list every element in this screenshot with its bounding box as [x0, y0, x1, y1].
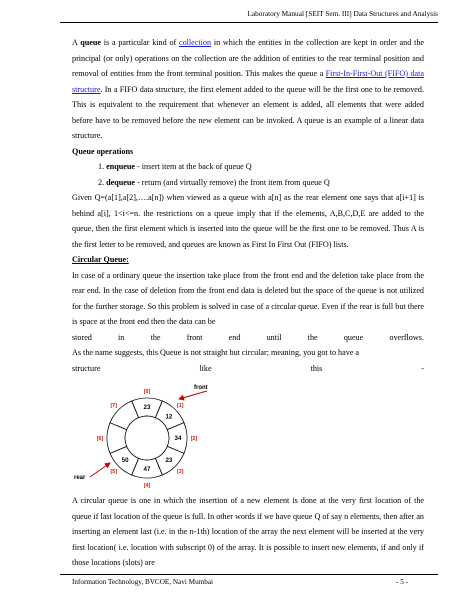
queue-cell-value: 23 [143, 404, 151, 412]
queue-cell-index: [0] [143, 389, 151, 395]
queue-cell-index: [4] [143, 483, 151, 489]
word: the [307, 332, 318, 342]
queue-term: queue [80, 38, 101, 47]
circular-queue-paragraph-last-line [72, 330, 424, 346]
circular-queue-heading [72, 252, 424, 268]
text-run: in which the entities in the collection are kept in order and the principal (or only) operations on the collection are the addition of entities to the rear terminal position and removal of entities from the front terminal position. This makes the queue a [72, 38, 424, 78]
queue-operations-heading [72, 144, 424, 160]
queue-cell-value: 50 [121, 457, 129, 465]
page-header: Laboratory Manual [SEIT Sem. III] Data Structures and Analysis [247, 9, 438, 18]
rear-label: rear [74, 475, 86, 481]
queue-cell-value: 23 [165, 457, 173, 465]
enqueue-term: enqueue [106, 162, 136, 171]
item-number: 2. [98, 177, 107, 187]
queue-definition-paragraph [72, 35, 424, 144]
queue-cell-index: [1] [176, 402, 184, 409]
word: in [118, 332, 125, 342]
queue-cell-index: [6] [96, 436, 104, 442]
item-text: - insert item at the back of queue Q [135, 162, 252, 171]
footer-rule [60, 574, 438, 575]
dequeue-item [72, 175, 424, 191]
front-arrow [179, 391, 207, 399]
circular-queue-svg [72, 378, 222, 491]
word: the [150, 332, 161, 342]
circular-shape-paragraph-last-line [72, 361, 424, 377]
circular-queue-definition-paragraph: A circular queue is one in which the insertion of a new element is done at the very first location of the queue if last location of the queue is full. In other words if we have queue Q of say n elements, then after an inserting an element last (i.e. in the n-1th) location of the array the next element will be inserted at the very first location( i.e. location with subscript 0) of the array. It is possible to insert new elements, if and only if those locations (slots) are [72, 496, 424, 567]
page-number: - 5 - [396, 578, 408, 586]
text-run: A [72, 38, 81, 47]
front-label: front [194, 385, 208, 391]
word: end [228, 332, 241, 342]
dequeue-term: dequeue [106, 177, 136, 187]
word: stored [72, 332, 92, 342]
word: this [310, 363, 323, 373]
word: - [421, 363, 424, 373]
word: like [199, 363, 212, 373]
word: overflows. [389, 332, 424, 342]
fifo-link[interactable]: First-In-First-Out (FIFO) data structure [72, 69, 424, 94]
rear-arrow [90, 463, 110, 477]
header-rule [60, 22, 438, 23]
word: until [266, 332, 282, 342]
enqueue-item [72, 159, 424, 175]
page-footer [72, 578, 408, 586]
page-body [72, 35, 424, 571]
queue-restriction-paragraph: Given Q=(a[1],a[2],….a[n]) when viewed as a queue with a[n] as the rear element one says that a[i+1] is behind a[i], 1<i<=n. the restrictions on a queue imply that if the elements, A,B,C,D,E are added to the queue, then the first element which is inserted into the queue will be the first one to be removed. Thus A is the first letter to be removed, and queues are known as First In First Out (FIFO) lists. [72, 193, 424, 249]
circular-queue-diagram [72, 378, 424, 491]
text-run: . In a FIFO data structure, the first element added to the queue will be the first one to be removed. This is equivalent to the requirement that whenever an element is added, all elements that were added before have to be removed before the new element can be invoked. A queue is an example of a linear data structure. [72, 84, 424, 140]
word: structure [72, 363, 101, 373]
queue-cell-index: [3] [176, 469, 184, 476]
queue-cell-value: 34 [174, 435, 182, 443]
item-number: 1. [98, 162, 107, 171]
text-run: is a particular kind of [100, 38, 179, 47]
queue-cell-index: [7] [110, 402, 118, 409]
queue-ring [97, 389, 198, 489]
circular-queue-paragraph: In case of a ordinary queue the insertion take place from the front end and the deletion take place from the rear end. In the case of deletion from the front end data is deleted but the space of the queue is not utilized for the further storage. So this problem is solved in case of a circular queue. Even if the rear is full but there is space at the front end then the data can be [72, 270, 424, 326]
queue-cell-index: [5] [110, 469, 118, 476]
footer-institution: Information Technology, BVCOE, Navi Mumbai [72, 578, 214, 586]
queue-cell-value: 47 [143, 466, 151, 474]
heading-text: Queue operations [72, 146, 134, 156]
word: front [186, 332, 203, 342]
queue-cell-value: 12 [165, 413, 173, 421]
item-text: - return (and virtually remove) the front item from queue Q [135, 177, 330, 187]
word: queue [343, 332, 364, 342]
heading-text: Circular Queue: [72, 255, 129, 264]
circular-shape-paragraph: As the name suggests, this Queue is not straight but circular; meaning, you got to have a [72, 348, 360, 357]
collection-link[interactable]: collection [179, 38, 212, 47]
queue-cell-index: [2] [190, 436, 198, 442]
